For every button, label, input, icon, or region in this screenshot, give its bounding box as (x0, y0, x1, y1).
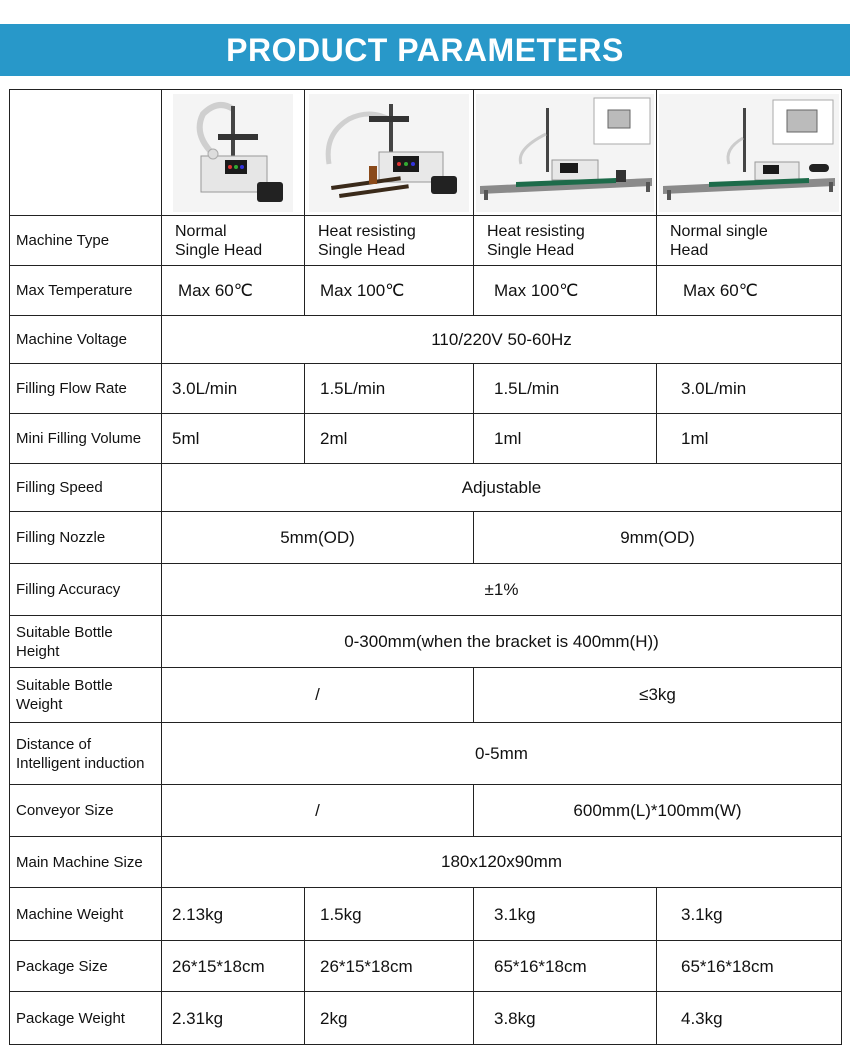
row-label: Distance of Intelligent induction (10, 723, 162, 785)
product-image-cell (162, 90, 305, 216)
machine-weight-cell: 3.1kg (474, 888, 657, 941)
machine-weight-cell: 3.1kg (657, 888, 842, 941)
row-label: Machine Weight (10, 888, 162, 941)
row-label: Filling Nozzle (10, 512, 162, 564)
row-label: Machine Type (10, 216, 162, 266)
conveyor-filler-image (659, 94, 839, 212)
heat-resisting-filler-image (309, 94, 469, 212)
max-temperature-cell: Max 60℃ (162, 266, 305, 316)
row-label: Mini Filling Volume (10, 414, 162, 464)
product-image-cell (657, 90, 842, 216)
table-row (10, 888, 842, 941)
table-row (10, 668, 842, 723)
machine-weight-cell: 1.5kg (305, 888, 474, 941)
table-row (10, 464, 842, 512)
machine-weight-cell: 2.13kg (162, 888, 305, 941)
table-row (10, 364, 842, 414)
row-label: Package Size (10, 941, 162, 992)
filling-accuracy-value: ±1% (162, 564, 842, 616)
package-weight-cell: 4.3kg (657, 992, 842, 1045)
bottle-height-value: 0-300mm(when the bracket is 400mm(H)) (162, 616, 842, 668)
package-size-cell: 65*16*18cm (474, 941, 657, 992)
filling-volume-cell: 5ml (162, 414, 305, 464)
table-row (10, 837, 842, 888)
table-row (10, 564, 842, 616)
row-label: Max Temperature (10, 266, 162, 316)
table-row (10, 216, 842, 266)
package-size-cell: 26*15*18cm (305, 941, 474, 992)
conveyor-size-cell: 600mm(L)*100mm(W) (474, 785, 842, 837)
product-parameters-table (9, 89, 842, 1045)
single-head-filler-image (173, 94, 293, 212)
main-machine-size-value: 180x120x90mm (162, 837, 842, 888)
conveyor-size-cell: / (162, 785, 474, 837)
table-row (10, 992, 842, 1045)
row-label: Suitable Bottle Height (10, 616, 162, 668)
filling-speed-value: Adjustable (162, 464, 842, 512)
filling-volume-cell: 1ml (474, 414, 657, 464)
filling-nozzle-cell: 9mm(OD) (474, 512, 842, 564)
max-temperature-cell: Max 100℃ (305, 266, 474, 316)
table-row (10, 90, 842, 216)
table-row (10, 316, 842, 364)
row-label: Filling Speed (10, 464, 162, 512)
row-label: Conveyor Size (10, 785, 162, 837)
page-title: PRODUCT PARAMETERS (226, 31, 624, 68)
filling-volume-cell: 2ml (305, 414, 474, 464)
header-banner (0, 24, 850, 76)
row-label: Machine Voltage (10, 316, 162, 364)
row-label: Main Machine Size (10, 837, 162, 888)
induction-distance-value: 0-5mm (162, 723, 842, 785)
flow-rate-cell: 3.0L/min (657, 364, 842, 414)
table-row (10, 414, 842, 464)
table-row (10, 785, 842, 837)
bottle-weight-cell: ≤3kg (474, 668, 842, 723)
filling-nozzle-cell: 5mm(OD) (162, 512, 474, 564)
conveyor-filler-image (476, 94, 654, 212)
table-row (10, 941, 842, 992)
package-size-cell: 65*16*18cm (657, 941, 842, 992)
machine-type-cell: Normal single Head (657, 216, 842, 266)
package-weight-cell: 2kg (305, 992, 474, 1045)
product-image-cell (474, 90, 657, 216)
max-temperature-cell: Max 100℃ (474, 266, 657, 316)
max-temperature-cell: Max 60℃ (657, 266, 842, 316)
table-row (10, 512, 842, 564)
row-label: Suitable Bottle Weight (10, 668, 162, 723)
flow-rate-cell: 3.0L/min (162, 364, 305, 414)
row-label: Filling Flow Rate (10, 364, 162, 414)
table-row (10, 266, 842, 316)
row-label: Package Weight (10, 992, 162, 1045)
flow-rate-cell: 1.5L/min (305, 364, 474, 414)
bottle-weight-cell: / (162, 668, 474, 723)
machine-type-cell: Heat resisting Single Head (474, 216, 657, 266)
table-row (10, 723, 842, 785)
machine-voltage-value: 110/220V 50-60Hz (162, 316, 842, 364)
table-row (10, 616, 842, 668)
machine-type-cell: Heat resisting Single Head (305, 216, 474, 266)
package-size-cell: 26*15*18cm (162, 941, 305, 992)
package-weight-cell: 2.31kg (162, 992, 305, 1045)
package-weight-cell: 3.8kg (474, 992, 657, 1045)
flow-rate-cell: 1.5L/min (474, 364, 657, 414)
empty-header-cell (10, 90, 162, 216)
product-image-cell (305, 90, 474, 216)
filling-volume-cell: 1ml (657, 414, 842, 464)
machine-type-cell: Normal Single Head (162, 216, 305, 266)
row-label: Filling Accuracy (10, 564, 162, 616)
